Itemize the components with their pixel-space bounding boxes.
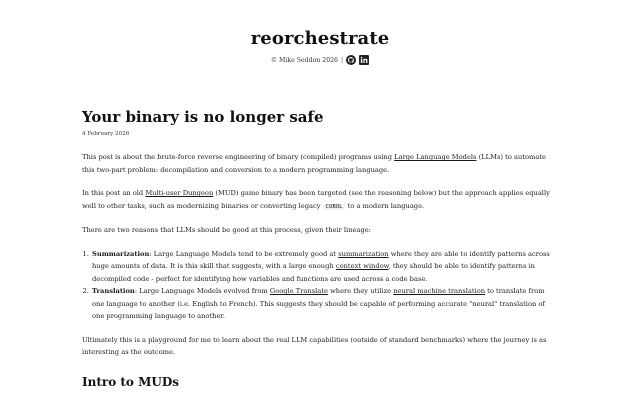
google-translate-link[interactable]: Google Translate	[269, 287, 328, 295]
linkedin-icon[interactable]	[359, 55, 369, 65]
post-date: 4 February 2026	[82, 131, 130, 137]
list-item	[91, 285, 558, 323]
mud-link[interactable]: Multi-user Dungeon	[145, 189, 214, 197]
reasons-paragraph: There are two reasons that LLMs should be good at this process, given their lineage:	[82, 226, 371, 234]
text-span: (MUD) game binary has been targeted (see the reasoning below) but the approach applies equally well to other tasks, such as modernizing binaries or converting legacy	[82, 189, 550, 210]
text-span: to a modern language.	[345, 201, 425, 210]
section-heading: Intro to MUDs	[82, 374, 180, 389]
list-item	[91, 248, 558, 286]
context-window-link[interactable]: context window	[335, 262, 389, 270]
mud-paragraph	[82, 187, 558, 213]
llm-link[interactable]: Large Language Models	[394, 153, 477, 161]
text-span: : Large Language Models tend to be extremely good at	[149, 249, 339, 258]
intro-paragraph	[82, 151, 558, 176]
text-span: where they utilize	[327, 287, 394, 295]
playground-paragraph: Ultimately this is a playground for me to learn about the real LLM capabilities (outside of standard benchmarks) where the journey is as interesting as the outcome.	[82, 335, 547, 356]
text-span: This post is about the brute-force reverse engineering of binary (compiled) programs using	[82, 153, 395, 161]
text-span: (LLMs) to automate this two-part problem: decompilation and conversion to a modern programming language.	[82, 153, 546, 174]
reasons-list	[82, 248, 558, 323]
text-span: In this post an old	[82, 189, 146, 197]
copyright-text: © Mike Seddon 2026	[270, 56, 338, 64]
list-term: Translation	[92, 287, 135, 295]
cobol-code: COBOL	[323, 204, 346, 210]
github-icon[interactable]	[346, 55, 356, 65]
text-span: , they should be able to identify patterns in decompiled code - perfect for identifying how variables and functions are used across a code base.	[92, 262, 535, 283]
summarization-link[interactable]: summarization	[338, 249, 389, 258]
nmt-link[interactable]: neural machine translation	[393, 287, 486, 295]
meta-separator: |	[341, 56, 344, 64]
text-span: where they are able to identify patterns across huge amounts of data. It is this skill that suggests, with a large enough	[92, 249, 550, 270]
text-span: : Large Language Models evolved from	[134, 287, 270, 295]
text-span: to translate from one language to another (i.e. English to French). This suggests they should be capable of performing accurate "neural" translation of one programming language to another.	[92, 287, 545, 320]
site-header	[0, 0, 640, 65]
post-article	[82, 108, 558, 389]
site-title-link[interactable]: reorchestrate	[250, 28, 390, 49]
site-meta	[0, 55, 640, 65]
list-term: Summarization	[92, 249, 150, 258]
post-title: Your binary is no longer safe	[82, 108, 324, 126]
